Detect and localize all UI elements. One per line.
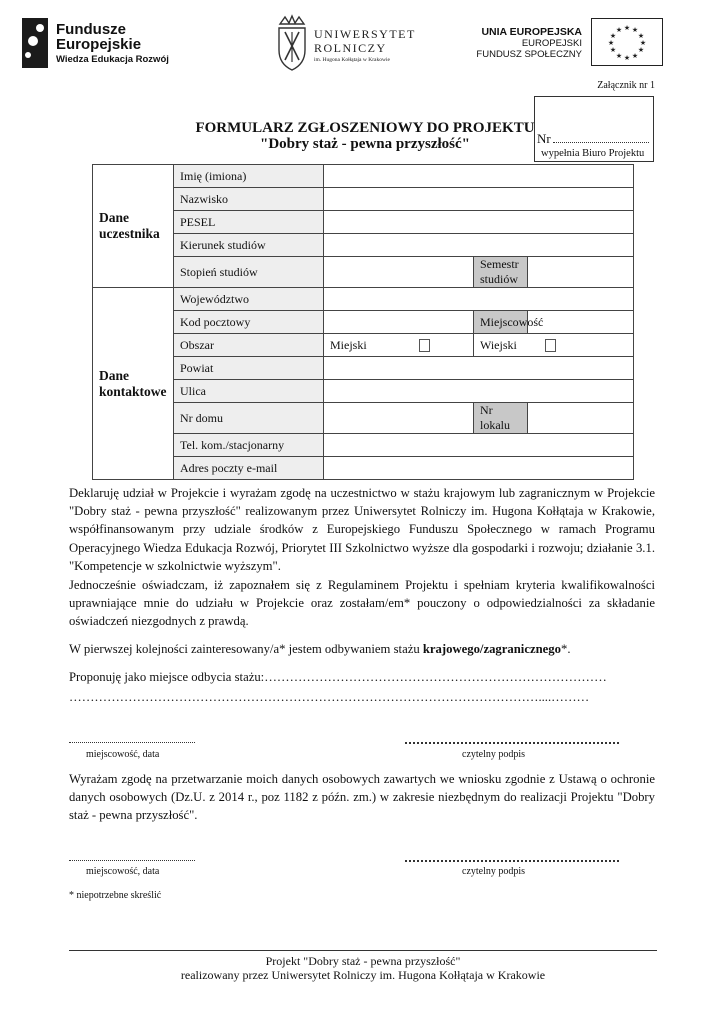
table-row [93, 257, 634, 288]
table-row [93, 457, 634, 480]
svg-text:★: ★ [609, 46, 617, 54]
first-name-field[interactable] [324, 165, 634, 188]
voivodeship-field[interactable] [324, 288, 634, 311]
last-name-field[interactable] [324, 188, 634, 211]
ur-logo-line2: ROLNICZY [314, 41, 387, 55]
attachment-label: Załącznik nr 1 [597, 80, 655, 91]
fe-mark-icon [22, 18, 48, 68]
fundusze-europejskie-logo [22, 18, 172, 70]
pesel-label: PESEL [174, 211, 324, 234]
ue-logo-line3: FUNDUSZ SPOŁECZNY [476, 49, 582, 60]
county-field[interactable] [324, 357, 634, 380]
area-label: Obszar [174, 334, 324, 357]
table-row [93, 434, 634, 457]
place-date-label-2: miejscowość, data [86, 866, 160, 877]
table-row [93, 165, 634, 188]
place-prefix: Proponuję jako miejsce odbycia stażu: [69, 670, 265, 684]
ue-logo-line2: EUROPEJSKI [521, 38, 582, 49]
internship-place-line-2[interactable]: …………………………………………………………………………………………………....……… [69, 690, 590, 704]
table-row [93, 211, 634, 234]
place-date-label: miejscowość, data [86, 749, 160, 760]
ue-logo-line1: UNIA EUROPEJSKA [481, 26, 582, 38]
consent-paragraph: Wyrażam zgodę na przetwarzanie moich danych osobowych zawartych we wniosku zgodnie z Ustawą o ochronie danych osobowych (Dz.U. z 2014 r., poz 1182 z późn. zm.) w zakresie niezbędnym do realizacji Projektu "Dobry staż - pewna przyszłość". [69, 772, 655, 823]
section-participant: Dane uczestnika [93, 165, 174, 288]
street-label: Ulica [174, 380, 324, 403]
house-no-label: Nr domu [174, 403, 324, 434]
voivodeship-label: Województwo [174, 288, 324, 311]
svg-text:★: ★ [637, 32, 645, 40]
eu-flag-icon [591, 18, 663, 66]
nr-note: wypełnia Biuro Projektu [541, 148, 645, 159]
table-row [93, 403, 634, 434]
uniwersytet-rolniczy-logo [276, 14, 426, 72]
ur-logo-line3: im. Hugona Kołłątaja w Krakowie [314, 57, 390, 63]
last-name-label: Nazwisko [174, 188, 324, 211]
postal-code-field[interactable] [324, 311, 474, 334]
apartment-no-field[interactable] [528, 403, 634, 434]
footer-line2: realizowany przez Uniwersytet Rolniczy im. Hugona Kołłątaja w Krakowie [180, 968, 546, 982]
nr-field[interactable] [553, 134, 649, 143]
urban-checkbox[interactable] [419, 339, 430, 352]
svg-text:★: ★ [615, 52, 623, 60]
urban-label: Miejski [330, 337, 367, 352]
svg-text:★: ★ [631, 26, 639, 34]
svg-text:★: ★ [623, 24, 631, 32]
signature-label-2: czytelny podpis [462, 866, 526, 877]
table-row [93, 380, 634, 403]
interest-prefix: W pierwszej kolejności zainteresowany/a* jestem odbywaniem stażu [69, 642, 423, 656]
declaration-paragraph: Deklaruję udział w Projekcie i wyrażam zgodę na uczestnictwo w stażu krajowym lub zagranicznym w Projekcie "Dobry staż - pewna przyszłość" realizowanym przez Uniwersytet Rolniczy im. Hugona Kołłątaja w Krakowie, współfinansowanym przy udziale środków z Europejskiego Funduszu Społecznego w ramach Programu Operacyjnego Wiedza Edukacja Rozwój, Priorytet III Szkolnictwo wyższe dla gospodarki i rozwoju; działanie 3.1. "Kompetencje w szkolnictwie wyższym". [69, 486, 655, 573]
semester-label: Semestr studiów [474, 257, 528, 288]
apartment-no-label: Nr lokalu [474, 403, 528, 434]
svg-text:★: ★ [615, 26, 623, 34]
city-label: Miejscowość [474, 311, 528, 334]
county-label: Powiat [174, 357, 324, 380]
statement-paragraph: Jednocześnie oświadczam, iż zapoznałem się z Regulaminem Projektu i spełniam kryteria kwalifikowalności uprawniające mnie do udziału w Projekcie oraz zostałam/em* pouczony o odpowiedzialności za składanie oświadczeń niezgodnych z prawdą. [69, 578, 655, 629]
street-field[interactable] [324, 380, 634, 403]
house-no-field[interactable] [324, 403, 474, 434]
rural-checkbox[interactable] [545, 339, 556, 352]
interest-paragraph [69, 640, 655, 658]
phone-field[interactable] [324, 434, 634, 457]
internship-place-line[interactable]: Proponuję jako miejsce odbycia stażu:……………………………………………………………………… [69, 670, 607, 684]
fe-logo-line3: Wiedza Edukacja Rozwój [56, 54, 169, 65]
degree-label: Stopień studiów [174, 257, 324, 288]
rural-label: Wiejski [480, 337, 517, 352]
urban-option [324, 334, 474, 357]
svg-text:★: ★ [609, 32, 617, 40]
footnote: * niepotrzebne skreślić [69, 890, 162, 901]
field-of-study-label: Kierunek studiów [174, 234, 324, 257]
footer-divider [69, 950, 657, 951]
fe-logo-line1: Fundusze [56, 21, 126, 38]
fe-logo-line2: Europejskie [56, 36, 142, 53]
form-title: FORMULARZ ZGŁOSZENIOWY DO PROJEKTU [195, 120, 535, 136]
signature-field[interactable] [405, 740, 619, 744]
section-contact: Dane kontaktowe [93, 288, 174, 480]
unia-europejska-text [470, 26, 582, 60]
rural-option [474, 334, 634, 357]
semester-field[interactable] [528, 257, 634, 288]
email-label: Adres poczty e-mail [174, 457, 324, 480]
postal-code-label: Kod pocztowy [174, 311, 324, 334]
footer-line1: Projekt "Dobry staż - pewna przyszłość" [265, 954, 461, 968]
application-form-table [92, 164, 634, 480]
svg-text:★: ★ [639, 39, 647, 47]
svg-text:★: ★ [631, 52, 639, 60]
place-date-field[interactable] [69, 740, 195, 743]
ur-logo-line1: UNIWERSYTET [314, 27, 416, 41]
svg-text:★: ★ [637, 46, 645, 54]
city-field[interactable] [528, 311, 634, 334]
project-title: "Dobry staż - pewna przyszłość" [260, 136, 470, 152]
field-of-study-field[interactable] [324, 234, 634, 257]
interest-bold: krajowego/zagranicznego [422, 642, 561, 656]
email-field[interactable] [324, 457, 634, 480]
phone-label: Tel. kom./stacjonarny [174, 434, 324, 457]
table-row [93, 188, 634, 211]
pesel-field[interactable] [324, 211, 634, 234]
table-row [93, 334, 634, 357]
table-row [93, 288, 634, 311]
table-row [93, 234, 634, 257]
svg-text:★: ★ [607, 39, 615, 47]
nr-label: Nr [537, 131, 551, 146]
interest-suffix: *. [560, 642, 571, 656]
table-row [93, 311, 634, 334]
university-crest-icon [276, 14, 308, 72]
table-row [93, 357, 634, 380]
signature-field-2[interactable] [405, 858, 619, 862]
signature-label: czytelny podpis [462, 749, 526, 760]
first-name-label: Imię (imiona) [174, 165, 324, 188]
svg-text:★: ★ [623, 54, 631, 62]
degree-field[interactable] [324, 257, 474, 288]
place-date-field-2[interactable] [69, 858, 195, 861]
